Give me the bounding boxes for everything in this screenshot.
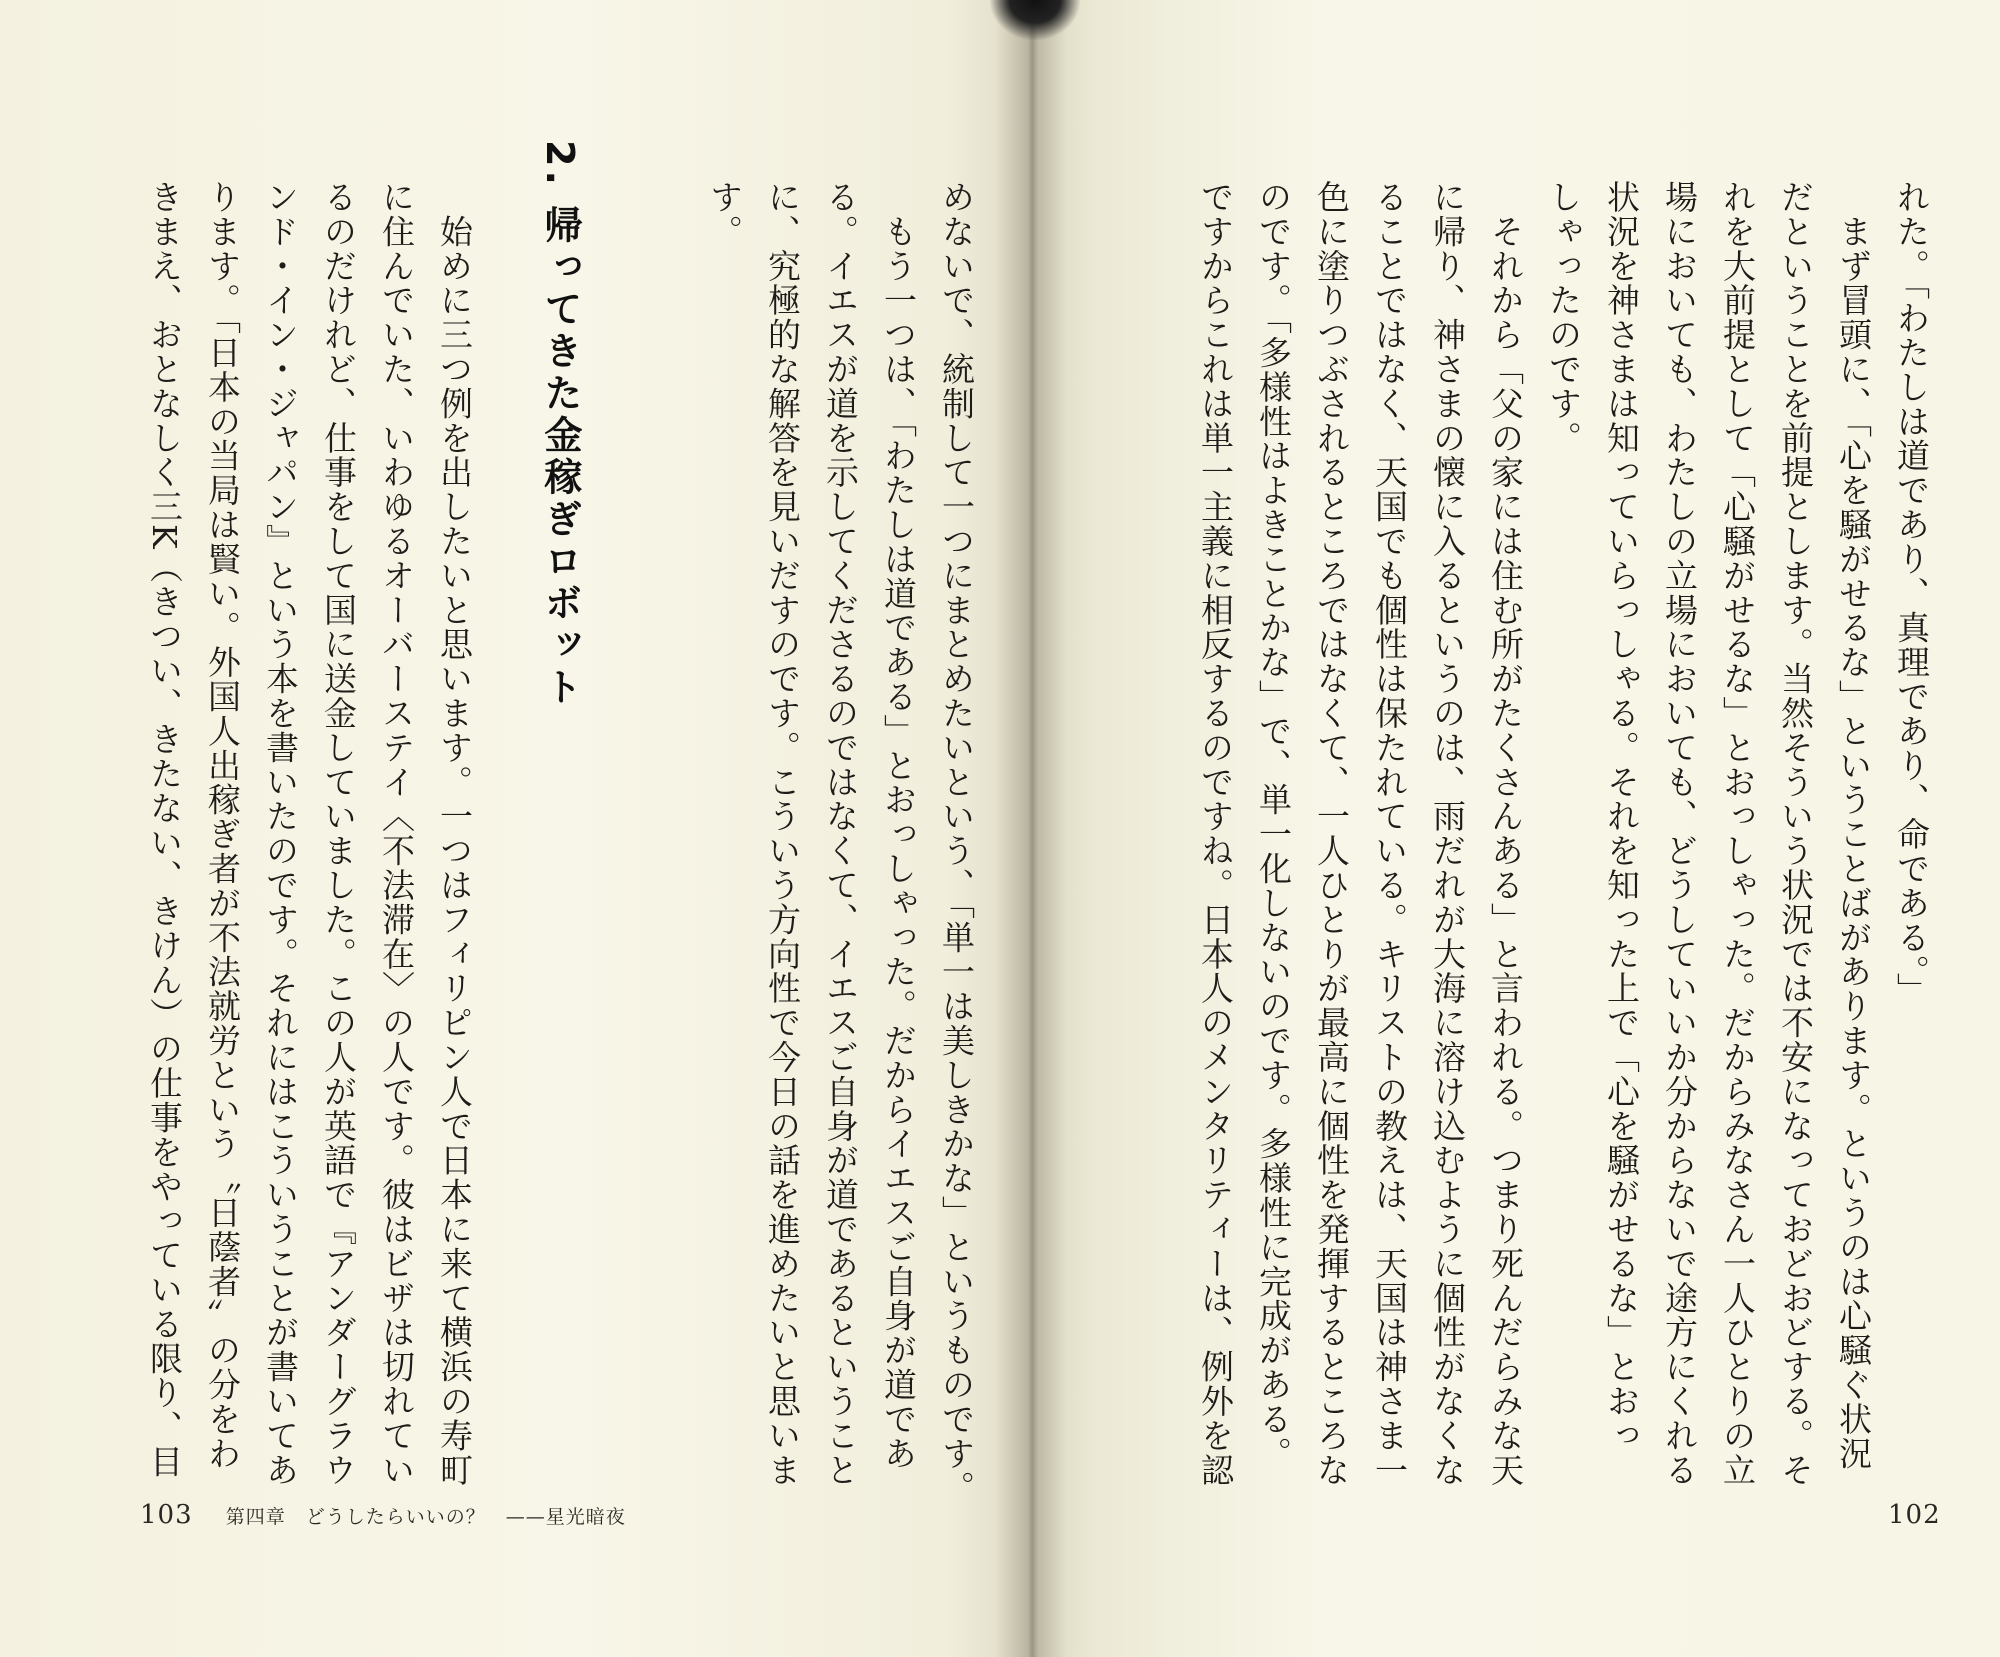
text-line: ります。「日本の当局は賢い。外国人出稼ぎ者が不法就労という〝日蔭者〟の分をわ bbox=[203, 180, 242, 1471]
text-line: ですからこれは単一主義に相反するのですね。日本人のメンタリティーは、例外を認 bbox=[1196, 180, 1235, 1488]
page-footer bbox=[1888, 1500, 1941, 1530]
section-heading bbox=[533, 140, 588, 709]
text-line: のです。「多様性はよきことかな」で、単一化しないのです。多様性に完成がある。 bbox=[1254, 180, 1293, 1471]
text-line: 色に塗りつぶされるところではなくて、一人ひとりが最高に個性を発揮するところな bbox=[1312, 180, 1351, 1488]
text-line: それから「父の家には住む所がたくさんある」と言われる。つまり死んだらみな天 bbox=[1486, 180, 1525, 1488]
text-line: に住んでいた、いわゆるオーバーステイ〈不法滞在〉の人です。彼はビザは切れてい bbox=[377, 180, 416, 1488]
text-line: めないで、統制して一つにまとめたいという、「単一は美しきかな」というものです。 bbox=[937, 180, 976, 1506]
text-line: まず冒頭に、「心を騒がせるな」ということばがあります。というのは心騒ぐ状況 bbox=[1834, 180, 1873, 1471]
page-number: 102 bbox=[1888, 1500, 1941, 1530]
text-line: 始めに三つ例を出したいと思います。一つはフィリピン人で日本に来て横浜の寿町 bbox=[435, 180, 474, 1488]
text-line: るのだけれど、仕事をして国に送金していました。この人が英語で『アンダーグラウ bbox=[319, 180, 358, 1488]
text-line: きまえ、おとなしく三K（きつい、きたない、きけん）の仕事をやっている限り、目 bbox=[145, 180, 184, 1479]
text-line: 場においても、わたしの立場においても、どうしていいか分からないで途方にくれる bbox=[1660, 180, 1699, 1488]
text-line: れを大前提として「心騒がせるな」とおっしゃった。だからみなさん一人ひとりの立 bbox=[1718, 180, 1757, 1488]
text-line: れた。「わたしは道であり、真理であり、命である。」 bbox=[1892, 180, 1931, 1007]
text-line: しゃったのです。 bbox=[1544, 180, 1583, 456]
binding-shadow bbox=[990, 0, 1080, 40]
section-title: 帰ってきた金稼ぎロボット bbox=[538, 204, 582, 709]
page-footer bbox=[140, 1500, 626, 1530]
right-page bbox=[1030, 0, 2000, 1657]
text-line: だということを前提とします。当然そういう状況では不安になっておどおどする。そ bbox=[1776, 180, 1815, 1488]
text-line: る。イエスが道を示してくださるのではなくて、イエスご自身が道であるということ bbox=[821, 180, 860, 1488]
book-gutter bbox=[995, 0, 1067, 1657]
page-number: 103 bbox=[140, 1500, 193, 1530]
running-head: 第四章 どうしたらいいの？ ——星光暗夜 bbox=[225, 1506, 626, 1528]
text-line: もう一つは、「わたしは道である」とおっしゃった。だからイエスご自身が道であ bbox=[879, 180, 918, 1471]
text-line: ることではなく、天国でも個性は保たれている。キリストの教えは、天国は神さま一 bbox=[1370, 180, 1409, 1488]
text-line: ンド・イン・ジャパン』という本を書いたのです。それにはこういうことが書いてあ bbox=[261, 180, 300, 1488]
text-line: す。 bbox=[705, 180, 744, 249]
text-line: に、究極的な解答を見いだすのです。こういう方向性で今日の話を進めたいと思いま bbox=[763, 180, 802, 1488]
text-line: に帰り、神さまの懐に入るというのは、雨だれが大海に溶け込むように個性がなくな bbox=[1428, 180, 1467, 1488]
text-line: 状況を神さまは知っていらっしゃる。それを知った上で「心を騒がせるな」とおっ bbox=[1602, 180, 1641, 1453]
section-number: 2. bbox=[538, 140, 582, 189]
